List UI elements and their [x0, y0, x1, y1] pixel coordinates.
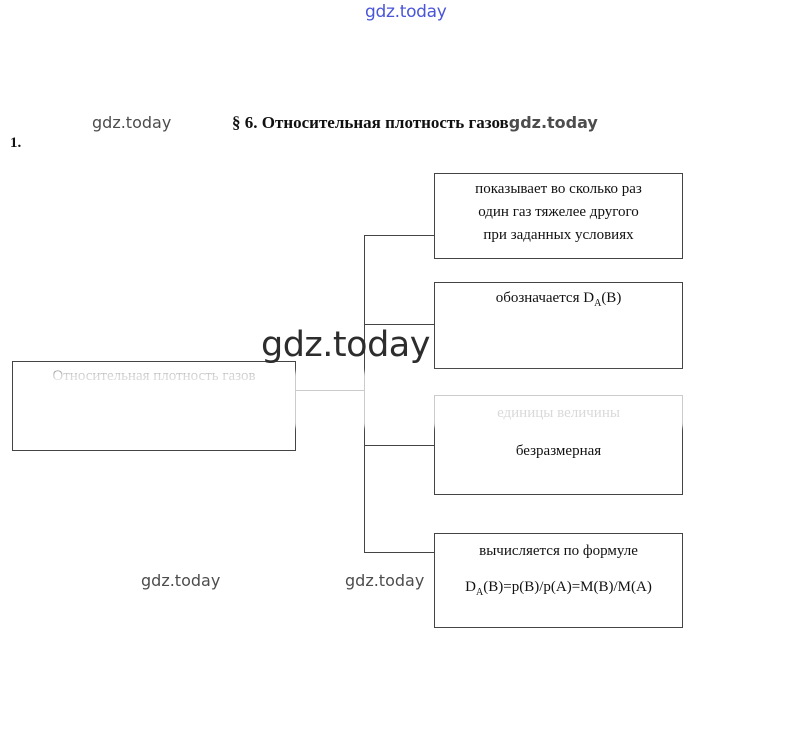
definition-line-1: показывает во сколько раз	[475, 181, 642, 197]
watermark-bottom-left: gdz.today	[141, 571, 221, 590]
formula-expression: $D_A(B)=p(B)/p(A)=M(B)/M(A)$	[465, 579, 652, 598]
branch-node-definition	[434, 173, 683, 259]
task-number: 1.	[10, 135, 22, 151]
definition-line-3: при заданных условиях	[483, 227, 634, 243]
notation-label: обозначается $D_A(B)$	[495, 290, 622, 309]
watermark-top: gdz.today	[365, 2, 447, 22]
formula-label: вычисляется по формуле	[479, 543, 638, 559]
definition-line-2: один газ тяжелее другого	[478, 204, 639, 220]
watermark-heading-tail: gdz.today	[508, 113, 598, 132]
section-title: § 6. Относительная плотность газов	[232, 113, 509, 132]
watermark-bottom-center: gdz.today	[345, 571, 425, 590]
connector-branch-1	[364, 235, 434, 236]
watermark-large: gdz.today	[261, 325, 430, 365]
connector-branch-4	[364, 552, 434, 553]
units-value: безразмерная	[515, 443, 602, 459]
section-heading	[232, 113, 598, 133]
branch-node-formula	[434, 533, 683, 628]
watermark-smudge	[40, 372, 700, 427]
branch-node-notation	[434, 282, 683, 369]
watermark-left: gdz.today	[92, 113, 172, 132]
connector-branch-3	[364, 445, 434, 446]
